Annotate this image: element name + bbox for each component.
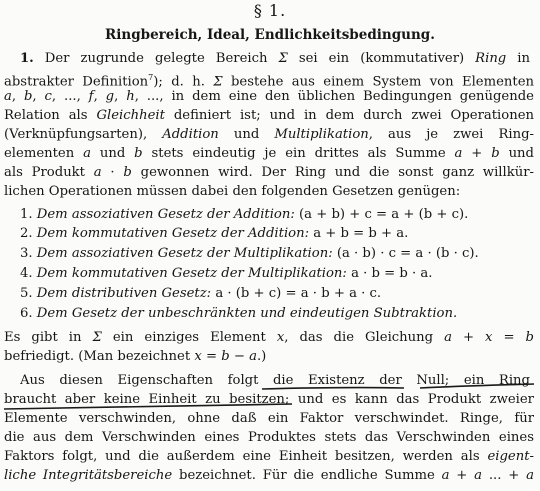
para1-line-2: abstrakter Definition$^7$); d. h. Σ bestehe aus einem System von Elementen [4, 73, 534, 90]
law-3: 3. Dem assoziativen Gesetz der Multiplikation: (a · b) · c = a · (b · c). [20, 246, 479, 261]
para1-line-8: lichen Operationen müssen dabei den folgenden Gesetzen genügen: [4, 184, 461, 199]
law-1: 1. Dem assoziativen Gesetz der Addition: (a + b) + c = a + (b + c). [20, 207, 469, 222]
para3-line-5: Faktors folgt, und die außerdem eine Einheit besitzen, werden als eigent- [4, 449, 534, 464]
para1-line-6: elementen a und b stets eindeutig je ein drittes als Summe a + b und [4, 146, 534, 161]
law-2: 2. Dem kommutativen Gesetz der Addition: a + b = b + a. [20, 226, 409, 241]
para2-line-1: Es gibt in Σ ein einziges Element x, das die Gleichung a + x = b [4, 330, 534, 345]
section-number: § 1. [253, 2, 287, 20]
para-number: 1. [20, 51, 34, 66]
para1-line-5: (Verknüpfungsarten), Addition und Multiplikation, aus je zwei Ring- [4, 127, 534, 142]
para1-line-3: a, b, c, ..., f, g, h, ..., in dem eine den üblichen Bedingungen genügende [4, 89, 534, 104]
para3-line-6: liche Integritätsbereiche bezeichnet. Für die endliche Summe a + a ... + a [4, 468, 534, 483]
section-title: Ringbereich, Ideal, Endlichkeitsbedingung. [105, 27, 435, 43]
para3-line-2: braucht aber keine Einheit zu besitzen; und es kann das Produkt zweier [4, 392, 534, 407]
law-5: 5. Dem distributiven Gesetz: a · (b + c) = a · b + a · c. [20, 286, 382, 301]
para3-line-1: Aus diesen Eigenschaften folgt die Existenz der Null; ein Ring [20, 373, 530, 388]
law-4: 4. Dem kommutativen Gesetz der Multiplikation: a · b = b · a. [20, 266, 433, 281]
para2-line-2: befriedigt. (Man bezeichnet x = b − a.) [4, 349, 267, 364]
para1-line-7: als Produkt a · b gewonnen wird. Der Ring und die sonst ganz willkür- [4, 165, 534, 180]
para3-line-4: die aus dem Verschwinden eines Produktes stets das Verschwinden eines [4, 430, 534, 445]
law-6: 6. Dem Gesetz der unbeschränkten und eindeutigen Subtraktion. [20, 306, 458, 321]
para1-line-1: 1. Der zugrunde gelegte Bereich Σ sei ein (kommutativer) Ring in [20, 51, 530, 66]
para3-line-3: Elemente verschwinden, ohne daß ein Faktor verschwindet. Ringe, für [4, 411, 534, 426]
para1-line-4: Relation als Gleichheit definiert ist; und in dem durch zwei Operationen [4, 108, 534, 123]
